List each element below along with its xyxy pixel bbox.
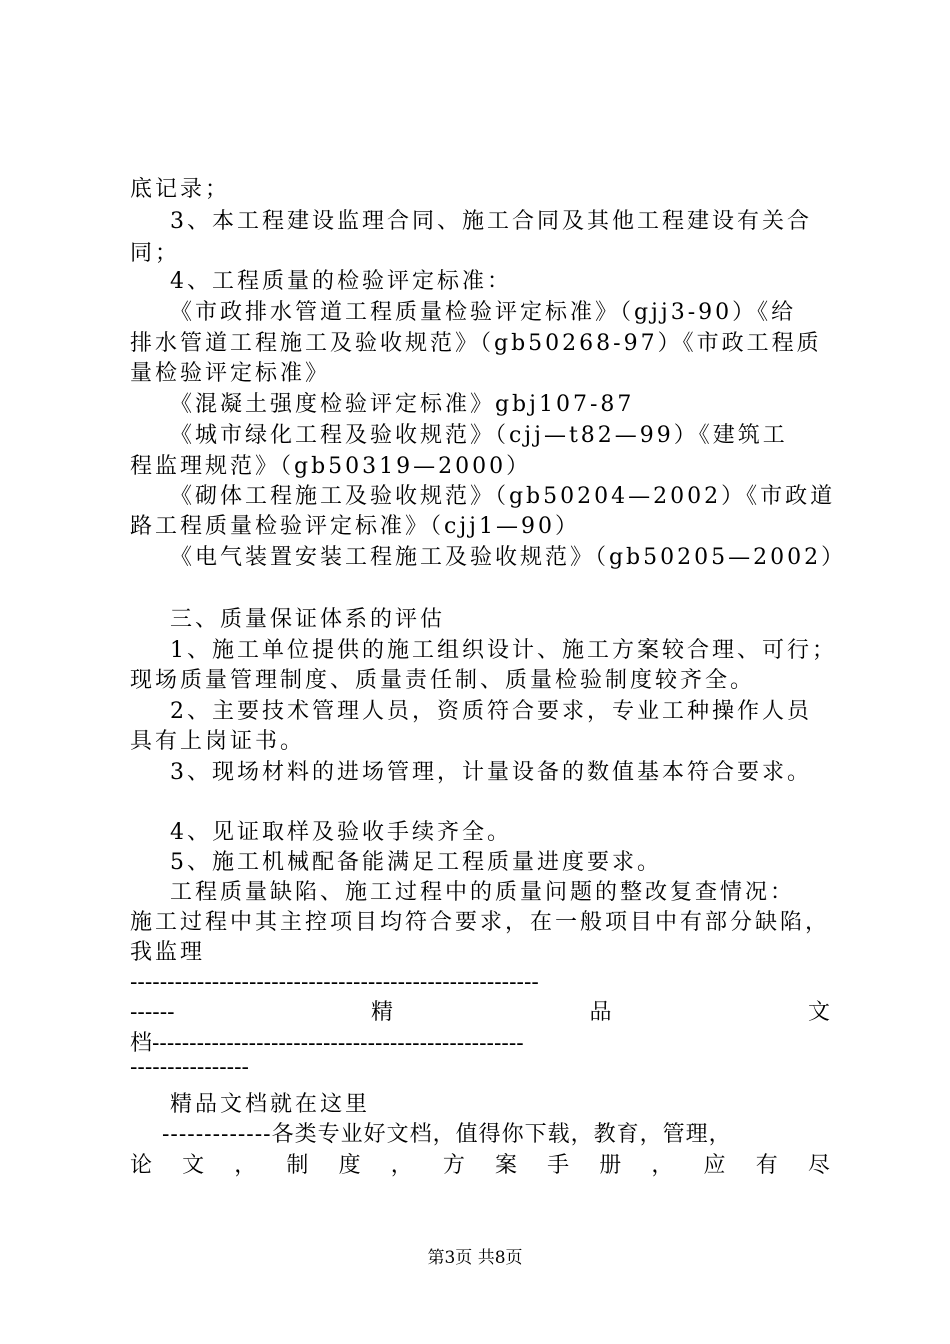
char: 论 [130,1153,153,1178]
char: 文 [182,1153,205,1178]
text-line: 《市政排水管道工程质量检验评定标准》（gjj3-90）《给 [130,300,797,325]
text-line: 工程质量缺陷、施工过程中的质量问题的整改复查情况： [130,880,795,905]
text-line: 底记录； [130,177,231,202]
text-line: 《混凝土强度检验评定标准》gbj107-87 [130,392,635,417]
char: 制 [286,1153,309,1178]
char: ， [651,1153,674,1178]
char: 尽 [807,1153,830,1178]
text-line: -------------各类专业好文档，值得你下载，教育，管理， [130,1122,732,1147]
page-footer: 第3页 共8页 [427,1248,523,1268]
char: 应 [703,1153,726,1178]
watermark-char: 品 [589,1000,612,1025]
text-line: 5、施工机械配备能满足工程质量进度要求。 [130,850,662,875]
char: 册 [599,1153,622,1178]
text-line: 1、施工单位提供的施工组织设计、施工方案较合理、可行； [130,638,837,663]
char: 方 [442,1153,465,1178]
watermark-char: 文 [807,1000,830,1025]
text-line: 路工程质量检验评定标准》（cjj1—90） [130,514,580,539]
text-line: 排水管道工程施工及验收规范》（gb50268-97）《市政工程质 [130,331,822,356]
dash-divider: ---------------- [130,1055,249,1080]
text-line: 精品文档就在这里 [130,1092,370,1117]
text-line: 《电气装置安装工程施工及验收规范》（gb50205—2002） [130,545,847,570]
text-line: 现场质量管理制度、质量责任制、质量检验制度较齐全。 [130,668,756,693]
section-heading: 三、质量保证体系的评估 [130,607,445,632]
text-line: 4、工程质量的检验评定标准： [130,269,512,294]
char: 案 [494,1153,517,1178]
watermark-dashes: ------ [130,1000,175,1025]
text-line: 量检验评定标准》 [130,361,331,386]
char: 手 [547,1153,570,1178]
justified-line [130,1151,830,1181]
text-line: 4、见证取样及验收手续齐全。 [130,820,512,845]
text-line: 《砌体工程施工及验收规范》（gb50204—2002）《市政道 [130,484,836,509]
dash-divider: 档-------------------------------------------------- [130,1031,524,1056]
text-line: 我监理 [130,940,206,965]
watermark-line [130,998,830,1028]
char: ， [234,1153,257,1178]
text-line: 3、本工程建设监理合同、施工合同及其他工程建设有关合 [130,209,812,234]
text-line: 《城市绿化工程及验收规范》（cjj—t82—99）《建筑工 [130,423,788,448]
text-line: 程监理规范》（gb50319—2000） [130,454,532,479]
dash-divider: ------------------------------------------------------- [130,970,539,995]
text-line: 同； [130,241,181,266]
text-line: 3、现场材料的进场管理，计量设备的数值基本符合要求。 [130,760,812,785]
char: 有 [755,1153,778,1178]
text-line: 施工过程中其主控项目均符合要求，在一般项目中有部分缺陷， [130,910,831,935]
text-line: 具有上岗证书。 [130,729,306,754]
text-line: 2、主要技术管理人员，资质符合要求，专业工种操作人员 [130,699,812,724]
watermark-char: 精 [371,1000,394,1025]
char: ， [390,1153,413,1178]
char: 度 [338,1153,361,1178]
